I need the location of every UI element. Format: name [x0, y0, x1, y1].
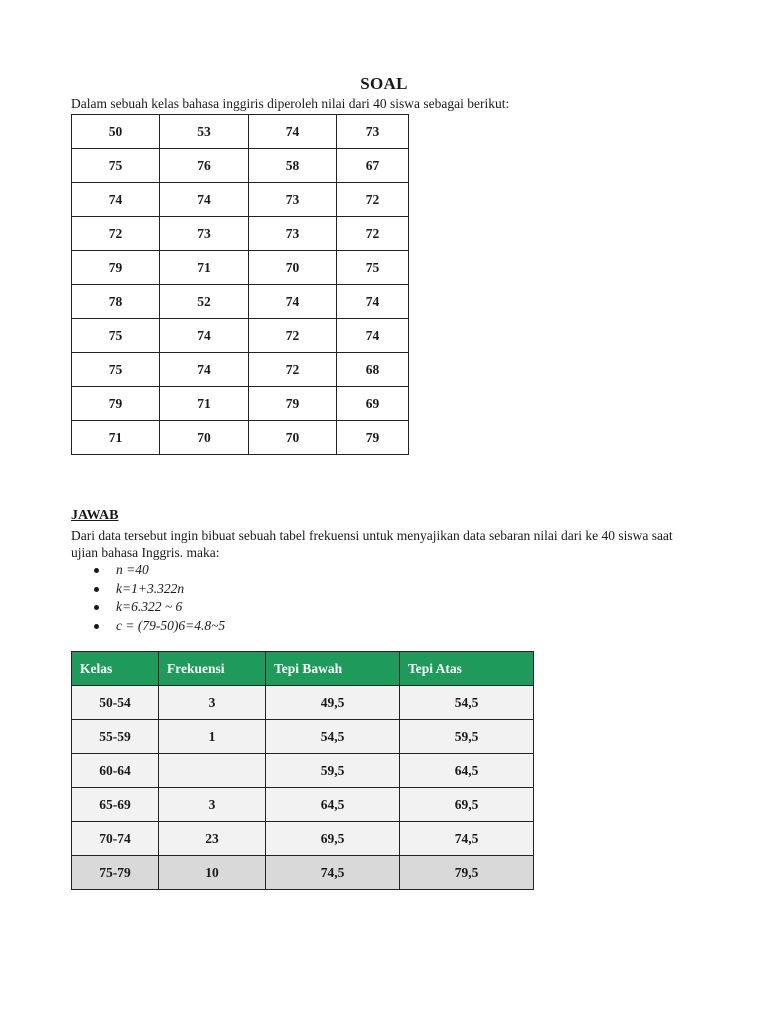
- list-item: [71, 561, 225, 580]
- table-row: [72, 319, 409, 353]
- score-cell: 50: [72, 115, 160, 149]
- list-item: [71, 580, 225, 599]
- tepi-atas-cell: 54,5: [400, 686, 534, 720]
- score-cell: 73: [249, 183, 337, 217]
- answer-heading: JAWAB: [71, 508, 119, 523]
- score-cell: 72: [249, 319, 337, 353]
- tepi-bawah-cell: 69,5: [266, 822, 400, 856]
- formula-k: k=1+3.322n: [116, 580, 185, 596]
- bullet-icon: [94, 568, 99, 573]
- header-frekuensi: Frekuensi: [159, 652, 266, 686]
- score-cell: 74: [160, 183, 249, 217]
- score-cell: 70: [249, 251, 337, 285]
- header-tepi-atas: Tepi Atas: [400, 652, 534, 686]
- score-cell: 75: [337, 251, 409, 285]
- score-cell: 71: [160, 251, 249, 285]
- score-cell: 74: [249, 285, 337, 319]
- table-row: [72, 421, 409, 455]
- score-cell: 78: [72, 285, 160, 319]
- table-row: [72, 686, 534, 720]
- table-row: [72, 149, 409, 183]
- tepi-bawah-cell: 59,5: [266, 754, 400, 788]
- score-cell: 79: [337, 421, 409, 455]
- score-cell: 75: [72, 149, 160, 183]
- answer-text: Dari data tersebut ingin bibuat sebuah tabel frekuensi untuk menyajikan data sebaran nilai dari ke 40 siswa saat ujian bahasa Inggris. maka:: [71, 528, 673, 560]
- table-row: [72, 754, 534, 788]
- tepi-bawah-cell: 74,5: [266, 856, 400, 890]
- score-cell: 70: [160, 421, 249, 455]
- score-cell: 73: [337, 115, 409, 149]
- kelas-cell: 70-74: [72, 822, 159, 856]
- score-cell: 73: [249, 217, 337, 251]
- header-tepi-bawah: Tepi Bawah: [266, 652, 400, 686]
- kelas-cell: 50-54: [72, 686, 159, 720]
- kelas-cell: 55-59: [72, 720, 159, 754]
- score-cell: 79: [72, 251, 160, 285]
- score-cell: 74: [72, 183, 160, 217]
- table-header-row: [72, 652, 534, 686]
- formula-list: [71, 561, 225, 635]
- scores-table: [71, 114, 409, 455]
- score-cell: 53: [160, 115, 249, 149]
- tepi-atas-cell: 69,5: [400, 788, 534, 822]
- table-row: [72, 353, 409, 387]
- kelas-cell: 75-79: [72, 856, 159, 890]
- frekuensi-cell: 3: [159, 686, 266, 720]
- score-cell: 75: [72, 353, 160, 387]
- score-cell: 74: [337, 285, 409, 319]
- score-cell: 72: [249, 353, 337, 387]
- table-row: [72, 387, 409, 421]
- score-cell: 72: [337, 183, 409, 217]
- tepi-bawah-cell: 49,5: [266, 686, 400, 720]
- bullet-icon: [94, 605, 99, 610]
- tepi-atas-cell: 79,5: [400, 856, 534, 890]
- list-item: [71, 617, 225, 636]
- page-title: SOAL: [360, 74, 408, 93]
- score-cell: 72: [337, 217, 409, 251]
- score-cell: 76: [160, 149, 249, 183]
- score-cell: 74: [337, 319, 409, 353]
- table-row: [72, 788, 534, 822]
- bullet-icon: [94, 587, 99, 592]
- table-row: [72, 115, 409, 149]
- score-cell: 74: [249, 115, 337, 149]
- table-row: [72, 856, 534, 890]
- score-cell: 79: [249, 387, 337, 421]
- kelas-cell: 60-64: [72, 754, 159, 788]
- score-cell: 52: [160, 285, 249, 319]
- table-row: [72, 822, 534, 856]
- bullet-icon: [94, 624, 99, 629]
- score-cell: 72: [72, 217, 160, 251]
- table-row: [72, 720, 534, 754]
- header-kelas: Kelas: [72, 652, 159, 686]
- score-cell: 68: [337, 353, 409, 387]
- tepi-atas-cell: 59,5: [400, 720, 534, 754]
- tepi-atas-cell: 64,5: [400, 754, 534, 788]
- score-cell: 69: [337, 387, 409, 421]
- score-cell: 71: [72, 421, 160, 455]
- frekuensi-cell: 23: [159, 822, 266, 856]
- kelas-cell: 65-69: [72, 788, 159, 822]
- frekuensi-cell: 1: [159, 720, 266, 754]
- tepi-bawah-cell: 54,5: [266, 720, 400, 754]
- score-cell: 58: [249, 149, 337, 183]
- score-cell: 74: [160, 353, 249, 387]
- frekuensi-cell: 3: [159, 788, 266, 822]
- table-row: [72, 251, 409, 285]
- table-row: [72, 183, 409, 217]
- formula-k-result: k=6.322 ~ 6: [116, 599, 183, 614]
- frequency-table: [71, 651, 534, 890]
- table-row: [72, 285, 409, 319]
- frekuensi-cell: 10: [159, 856, 266, 890]
- score-cell: 71: [160, 387, 249, 421]
- table-row: [72, 217, 409, 251]
- tepi-bawah-cell: 64,5: [266, 788, 400, 822]
- score-cell: 67: [337, 149, 409, 183]
- score-cell: 73: [160, 217, 249, 251]
- frekuensi-cell: [159, 754, 266, 788]
- list-item: [71, 598, 225, 617]
- tepi-atas-cell: 74,5: [400, 822, 534, 856]
- intro-text: Dalam sebuah kelas bahasa inggiris diperoleh nilai dari 40 siswa sebagai berikut:: [71, 96, 510, 111]
- formula-n: n =40: [116, 562, 149, 577]
- score-cell: 79: [72, 387, 160, 421]
- score-cell: 74: [160, 319, 249, 353]
- score-cell: 70: [249, 421, 337, 455]
- score-cell: 75: [72, 319, 160, 353]
- formula-c: c = (79-50)6=4.8~5: [116, 617, 226, 633]
